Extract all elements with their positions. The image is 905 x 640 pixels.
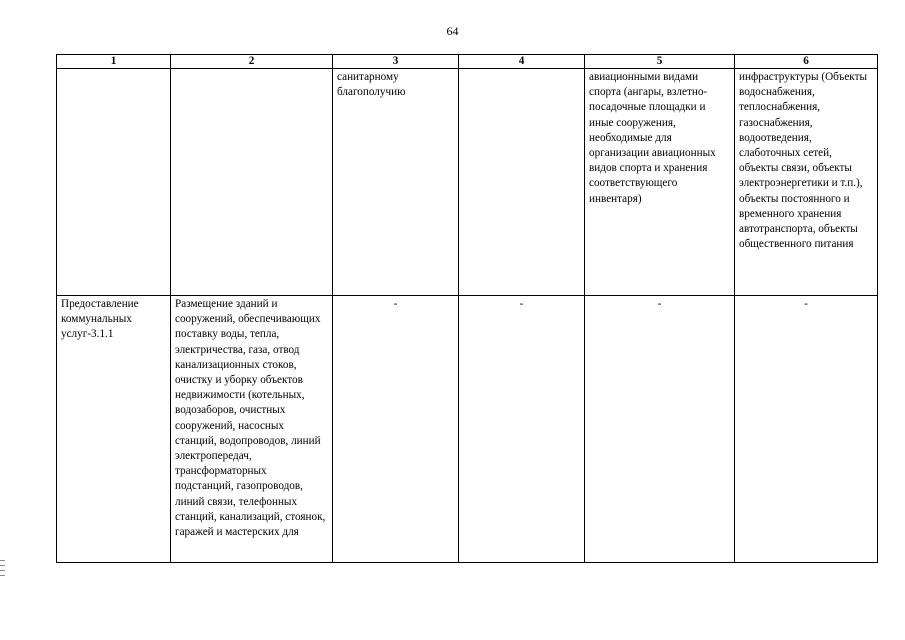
table-row-utility-services [57,296,878,563]
table-row-continuation [57,69,878,296]
column-header-1: 1 [57,55,171,69]
table-cell: - [585,296,735,563]
column-header-4: 4 [459,55,585,69]
table-cell: авиационными видами спорта (ангары, взлетно-посадочные площадки и иные сооружения, необходимые для организации авиационных видов спорта и хранения соответствующего инвентаря) [585,69,735,296]
table-cell: - [735,296,878,563]
column-header-3: 3 [333,55,459,69]
column-header-5: 5 [585,55,735,69]
column-header-6: 6 [735,55,878,69]
table-cell: санитарному благополучию [333,69,459,296]
margin-mark [0,565,5,566]
column-header-2: 2 [171,55,333,69]
table-cell: - [459,296,585,563]
table-cell: инфраструктуры (Объекты водоснабжения, теплоснабжения, газоснабжения, водоотведения, слаботочных сетей, объекты связи, объекты электроэнергетики и т.п.), объекты постоянного и временного хранения автотранспорта, объекты общественного питания [735,69,878,296]
table-header-row [57,55,878,69]
margin-mark [0,575,5,576]
margin-mark [0,570,5,571]
table-cell [459,69,585,296]
table-cell [57,69,171,296]
page-number: 64 [446,24,459,38]
table-cell-description: Размещение зданий и сооружений, обеспечивающих поставку воды, тепла, электричества, газа, отвод канализационных стоков, очистку и уборку объектов недвижимости (котельных, водозаборов, очистных сооружений, насосных станций, водопроводов, линий электропередач, трансформаторных подстанций, газопроводов, линий связи, телефонных станций, канализаций, стоянок, гаражей и мастерских для [171,296,333,563]
scan-margin-marks [0,560,6,580]
table-cell: - [333,296,459,563]
table-cell [171,69,333,296]
table-cell-land-use-type: Предоставление коммунальных услуг-3.1.1 [57,296,171,563]
margin-mark [0,560,5,561]
land-use-table [56,54,878,563]
